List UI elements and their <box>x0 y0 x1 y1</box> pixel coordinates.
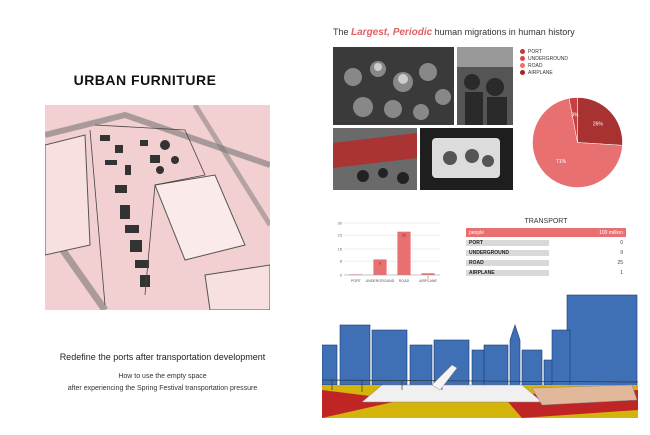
table-header-row <box>466 228 626 238</box>
legend-item <box>520 49 568 56</box>
legend-dot <box>520 63 525 68</box>
crowd-photo-1-image <box>333 47 454 125</box>
bar-road <box>397 232 410 275</box>
table-cell-value: 25 <box>617 259 623 266</box>
pie-slice-label: 26% <box>592 121 603 128</box>
table-cell-name: AIRPLANE <box>466 270 549 276</box>
migration-heading <box>333 27 633 38</box>
y-tick-label: 23 <box>337 232 342 238</box>
site-plan-sketch <box>45 105 270 310</box>
legend-label: ROAD <box>528 63 543 69</box>
x-tick-label: UNDERGROUND <box>365 279 395 283</box>
legend-dot <box>520 56 525 61</box>
table-cell-value: 0 <box>620 239 623 246</box>
bar-data-label: 1 <box>427 275 429 280</box>
legend-item <box>520 63 568 70</box>
legend-label: AIRPLANE <box>528 70 553 76</box>
table-cell-name: PORT <box>466 240 549 246</box>
crowd-photo-2-image <box>457 47 513 125</box>
train-window-photo-image <box>420 128 513 190</box>
legend-dot <box>520 70 525 75</box>
transport-table <box>466 218 626 278</box>
table-cell-name: UNDERGROUND <box>466 250 549 256</box>
pie-slice-label: 71% <box>556 159 567 166</box>
table-row <box>466 248 626 258</box>
table-cell-name: ROAD <box>466 260 549 266</box>
site-plan-drawing <box>45 105 270 310</box>
table-header-name: people <box>469 229 485 236</box>
caption-line-3: after experiencing the Spring Festival transportation pressure <box>67 385 258 392</box>
train-station-photo <box>333 128 417 190</box>
caption-line-2: How to use the empty space <box>118 373 207 380</box>
legend-item <box>520 56 568 63</box>
transport-bar-chart <box>330 215 445 290</box>
crowd-photo-1 <box>333 47 454 125</box>
y-tick-label: 0 <box>339 272 342 278</box>
table-row <box>466 258 626 268</box>
pie-slice-label: 3% <box>571 112 579 119</box>
x-tick-label: PORT <box>351 279 361 283</box>
legend-label: PORT <box>528 49 542 55</box>
x-tick-label: AIRPLANE <box>419 279 437 283</box>
x-tick-label: ROAD <box>398 279 410 283</box>
bar-data-label: 9 <box>379 261 381 266</box>
table-row <box>466 268 626 278</box>
y-tick-label: 8 <box>339 258 342 264</box>
heading-prefix: The <box>333 27 352 37</box>
caption-main: Redefine the ports after transportation development <box>59 352 266 362</box>
table-cell-value: 9 <box>620 249 623 256</box>
legend-label: UNDERGROUND <box>528 56 568 62</box>
legend-item <box>520 70 568 77</box>
table-row <box>466 238 626 248</box>
heading-suffix: human migrations in human history <box>432 27 575 37</box>
crowd-photo-2 <box>457 47 513 125</box>
bar-data-label: 25 <box>402 233 406 238</box>
table-header-value: 100 million <box>599 229 623 236</box>
y-tick-label: 30 <box>337 220 342 226</box>
pie-legend <box>520 49 568 77</box>
legend-dot <box>520 49 525 54</box>
y-tick-label: 15 <box>337 246 342 252</box>
cityscape-rendering <box>322 290 638 418</box>
table-cell-value: 1 <box>620 269 623 276</box>
train-station-photo-image <box>333 128 417 190</box>
urban-furniture-title: URBAN FURNITURE <box>73 72 217 88</box>
transport-pie-chart <box>530 95 625 190</box>
cityscape-image <box>322 290 638 418</box>
train-window-photo <box>420 128 513 190</box>
table-title: TRANSPORT <box>524 218 568 225</box>
heading-emphasis: Largest, Periodic <box>351 27 433 38</box>
